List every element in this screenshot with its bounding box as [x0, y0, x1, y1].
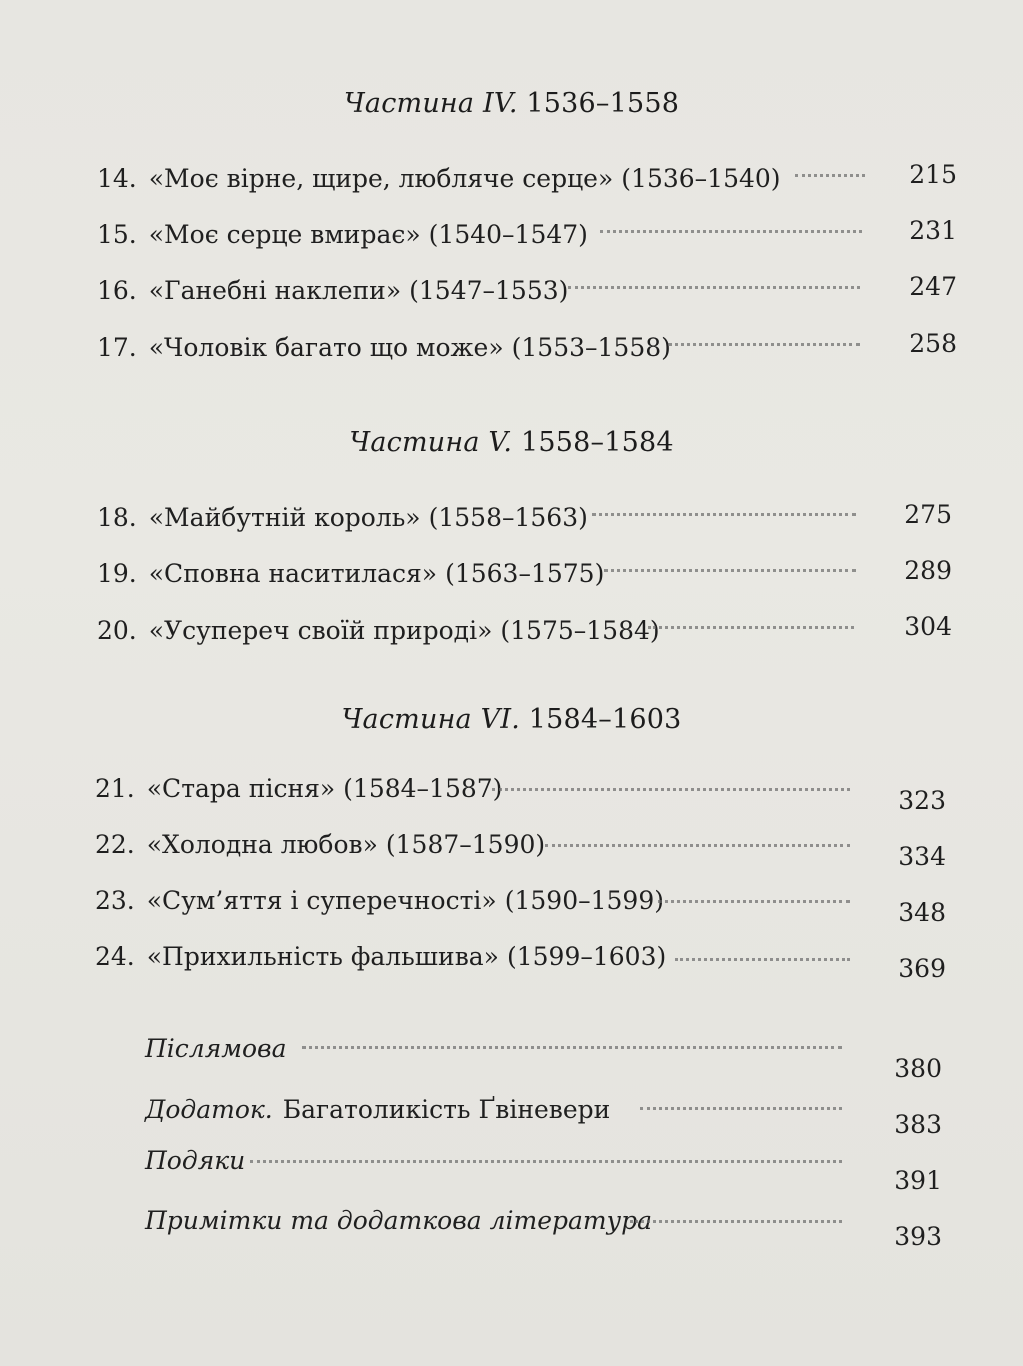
- chapter-years: (1547–1553): [409, 275, 569, 305]
- dot-leader: [250, 1158, 842, 1163]
- dot-leader: [545, 842, 850, 847]
- dot-leader: [604, 567, 856, 572]
- page-number: 380: [894, 1054, 942, 1083]
- chapter-years: (1590–1599): [504, 885, 664, 915]
- chapter-years: (1563–1575): [445, 558, 605, 588]
- chapter-number: 23.: [95, 885, 135, 915]
- chapter-number: 16.: [97, 275, 137, 305]
- dot-leader: [592, 511, 856, 516]
- page-number: 215: [909, 160, 957, 189]
- dot-leader: [630, 1218, 842, 1223]
- dot-leader: [568, 284, 860, 289]
- chapter-title: «Стара пісня»: [146, 773, 336, 803]
- dot-leader: [302, 1044, 842, 1049]
- chapter-title: «Майбутній король»: [148, 502, 421, 532]
- back-matter-title: Примітки та додаткова література: [145, 1205, 653, 1235]
- chapter-title: «Чоловік багато що може»: [148, 332, 504, 362]
- page-number: 348: [898, 898, 946, 927]
- page-number: 391: [894, 1166, 942, 1195]
- chapter-number: 19.: [97, 558, 137, 588]
- toc-entry[interactable]: [95, 768, 502, 808]
- toc-entry[interactable]: [97, 270, 568, 310]
- back-matter-title: Подяки: [145, 1145, 246, 1175]
- chapter-title: «Сум’яття і суперечності»: [146, 885, 497, 915]
- dot-leader: [492, 786, 850, 791]
- page-number: 289: [904, 556, 952, 585]
- chapter-title: «Моє серце вмирає»: [148, 219, 421, 249]
- dot-leader: [668, 341, 860, 346]
- page-number: 258: [909, 329, 957, 358]
- chapter-title: «Прихильність фальшива»: [146, 941, 499, 971]
- back-matter-title: Післямова: [145, 1033, 287, 1063]
- chapter-number: 18.: [97, 502, 137, 532]
- part-label: Частина VI.: [341, 704, 520, 735]
- toc-entry-notes[interactable]: [145, 1200, 652, 1240]
- dot-leader: [675, 956, 850, 961]
- chapter-years: (1540–1547): [428, 219, 588, 249]
- chapter-number: 15.: [97, 219, 137, 249]
- part-heading: [0, 88, 1023, 119]
- page-number: 334: [898, 842, 946, 871]
- part-years: 1536–1558: [526, 88, 680, 119]
- page-number: 247: [909, 272, 957, 301]
- chapter-years: (1536–1540): [621, 163, 781, 193]
- chapter-number: 21.: [95, 773, 135, 803]
- chapter-years: (1553–1558): [511, 332, 671, 362]
- toc-entry[interactable]: [97, 214, 588, 254]
- chapter-number: 17.: [97, 332, 137, 362]
- chapter-years: (1575–1584): [500, 615, 660, 645]
- chapter-number: 14.: [97, 163, 137, 193]
- toc-entry[interactable]: [95, 936, 666, 976]
- page-number: 369: [898, 954, 946, 983]
- toc-entry-afterword[interactable]: [145, 1028, 287, 1068]
- part-heading: [0, 427, 1023, 458]
- toc-entry[interactable]: [97, 158, 781, 198]
- dot-leader: [640, 1105, 842, 1110]
- chapter-number: 22.: [95, 829, 135, 859]
- back-matter-title-italic: Додаток.: [145, 1094, 273, 1124]
- toc-entry[interactable]: [95, 824, 545, 864]
- chapter-number: 20.: [97, 615, 137, 645]
- toc-entry[interactable]: [97, 327, 671, 367]
- page-number: 231: [909, 216, 957, 245]
- toc-entry[interactable]: [97, 497, 588, 537]
- page-number: 275: [904, 500, 952, 529]
- back-matter-title: Багатоликість Ґвіневери: [282, 1094, 611, 1124]
- chapter-years: (1584–1587): [343, 773, 503, 803]
- dot-leader: [600, 228, 862, 233]
- part-years: 1558–1584: [520, 427, 674, 458]
- dot-leader: [795, 172, 865, 177]
- toc-entry-acknowledgements[interactable]: [145, 1140, 245, 1180]
- chapter-years: (1558–1563): [428, 502, 588, 532]
- chapter-title: «Холодна любов»: [146, 829, 378, 859]
- toc-entry[interactable]: [97, 553, 604, 593]
- chapter-years: (1587–1590): [385, 829, 546, 859]
- page-number: 393: [894, 1222, 942, 1251]
- chapter-title: «Ганебні наклепи»: [148, 275, 402, 305]
- page-number: 383: [894, 1110, 942, 1139]
- dot-leader: [648, 624, 854, 629]
- page-number: 323: [898, 786, 946, 815]
- chapter-number: 24.: [95, 941, 135, 971]
- chapter-title: «Сповна наситилася»: [148, 558, 438, 588]
- part-heading: [0, 704, 1023, 735]
- page-number: 304: [904, 612, 952, 641]
- toc-entry-appendix[interactable]: [145, 1089, 610, 1129]
- dot-leader: [658, 898, 850, 903]
- part-years: 1584–1603: [528, 704, 682, 735]
- chapter-title: «Моє вірне, щире, любляче серце»: [148, 163, 614, 193]
- chapter-title: «Усупереч своїй природі»: [148, 615, 493, 645]
- toc-entry[interactable]: [95, 880, 664, 920]
- toc-entry[interactable]: [97, 610, 660, 650]
- part-label: Частина V.: [349, 427, 513, 458]
- part-label: Частина IV.: [343, 88, 518, 119]
- chapter-years: (1599–1603): [506, 941, 667, 971]
